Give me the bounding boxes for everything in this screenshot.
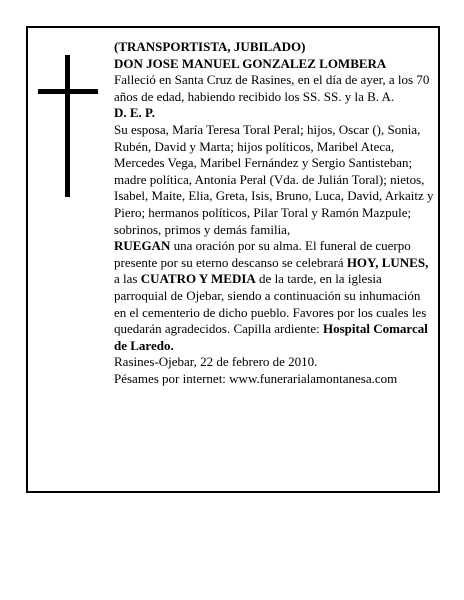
chapel-location: Hospital Comarcal de Laredo.	[114, 321, 428, 353]
cross-horizontal-bar	[38, 89, 98, 94]
death-announcement: Falleció en Santa Cruz de Rasines, en el día de ayer, a los 70 años de edad, habiendo recibido los SS. SS. y la B. A.	[114, 72, 430, 104]
request-text-1: una oración por su alma. El funeral de cuerpo presente por su eterno descanso se celebrará	[114, 238, 411, 270]
cross-vertical-bar	[65, 55, 70, 197]
ruegan-label: RUEGAN	[114, 238, 171, 254]
notice-text	[114, 39, 434, 387]
occupation-line: (TRANSPORTISTA, JUBILADO)	[114, 39, 306, 54]
deceased-name: DON JOSE MANUEL GONZALEZ LOMBERA	[114, 55, 387, 71]
family-list: Su esposa, María Teresa Toral Peral; hijos, Oscar (), Sonia, Rubén, David y Marta; hijos políticos, Maribel Ateca, Mercedes Vega, Maribel Fernández y Sergio Santisteban; madre política, Antonia Peral (Vda. de Julián Toral); nietos, Isabel, Maite, Elia, Greta, Isis, Bruno, Luca, David, Arkaitz y Piero; hermanos políticos, Pilar Toral y Ramón Mazpule; sobrinos, primos y demás familia,	[114, 121, 434, 237]
condolences-line: Pésames por internet: www.funerarialamontanesa.com	[114, 370, 398, 386]
obituary-notice	[26, 26, 440, 493]
funeral-request	[114, 238, 434, 354]
funeral-time: CUATRO Y MEDIA	[140, 271, 256, 287]
request-text-3: de la tarde, en la iglesia parroquial de Ojebar, siendo a continuación su inhumación en el cementerio de dicho pueblo. Favores por los cuales les quedarán agradecidos. Capilla ardiente:	[114, 271, 427, 337]
funeral-day: HOY, LUNES,	[346, 254, 429, 270]
cross-icon	[38, 55, 98, 197]
place-date: Rasines-Ojebar, 22 de febrero de 2010.	[114, 354, 318, 370]
dep-line: D. E. P.	[114, 105, 156, 121]
request-text-2: a las	[114, 271, 141, 287]
